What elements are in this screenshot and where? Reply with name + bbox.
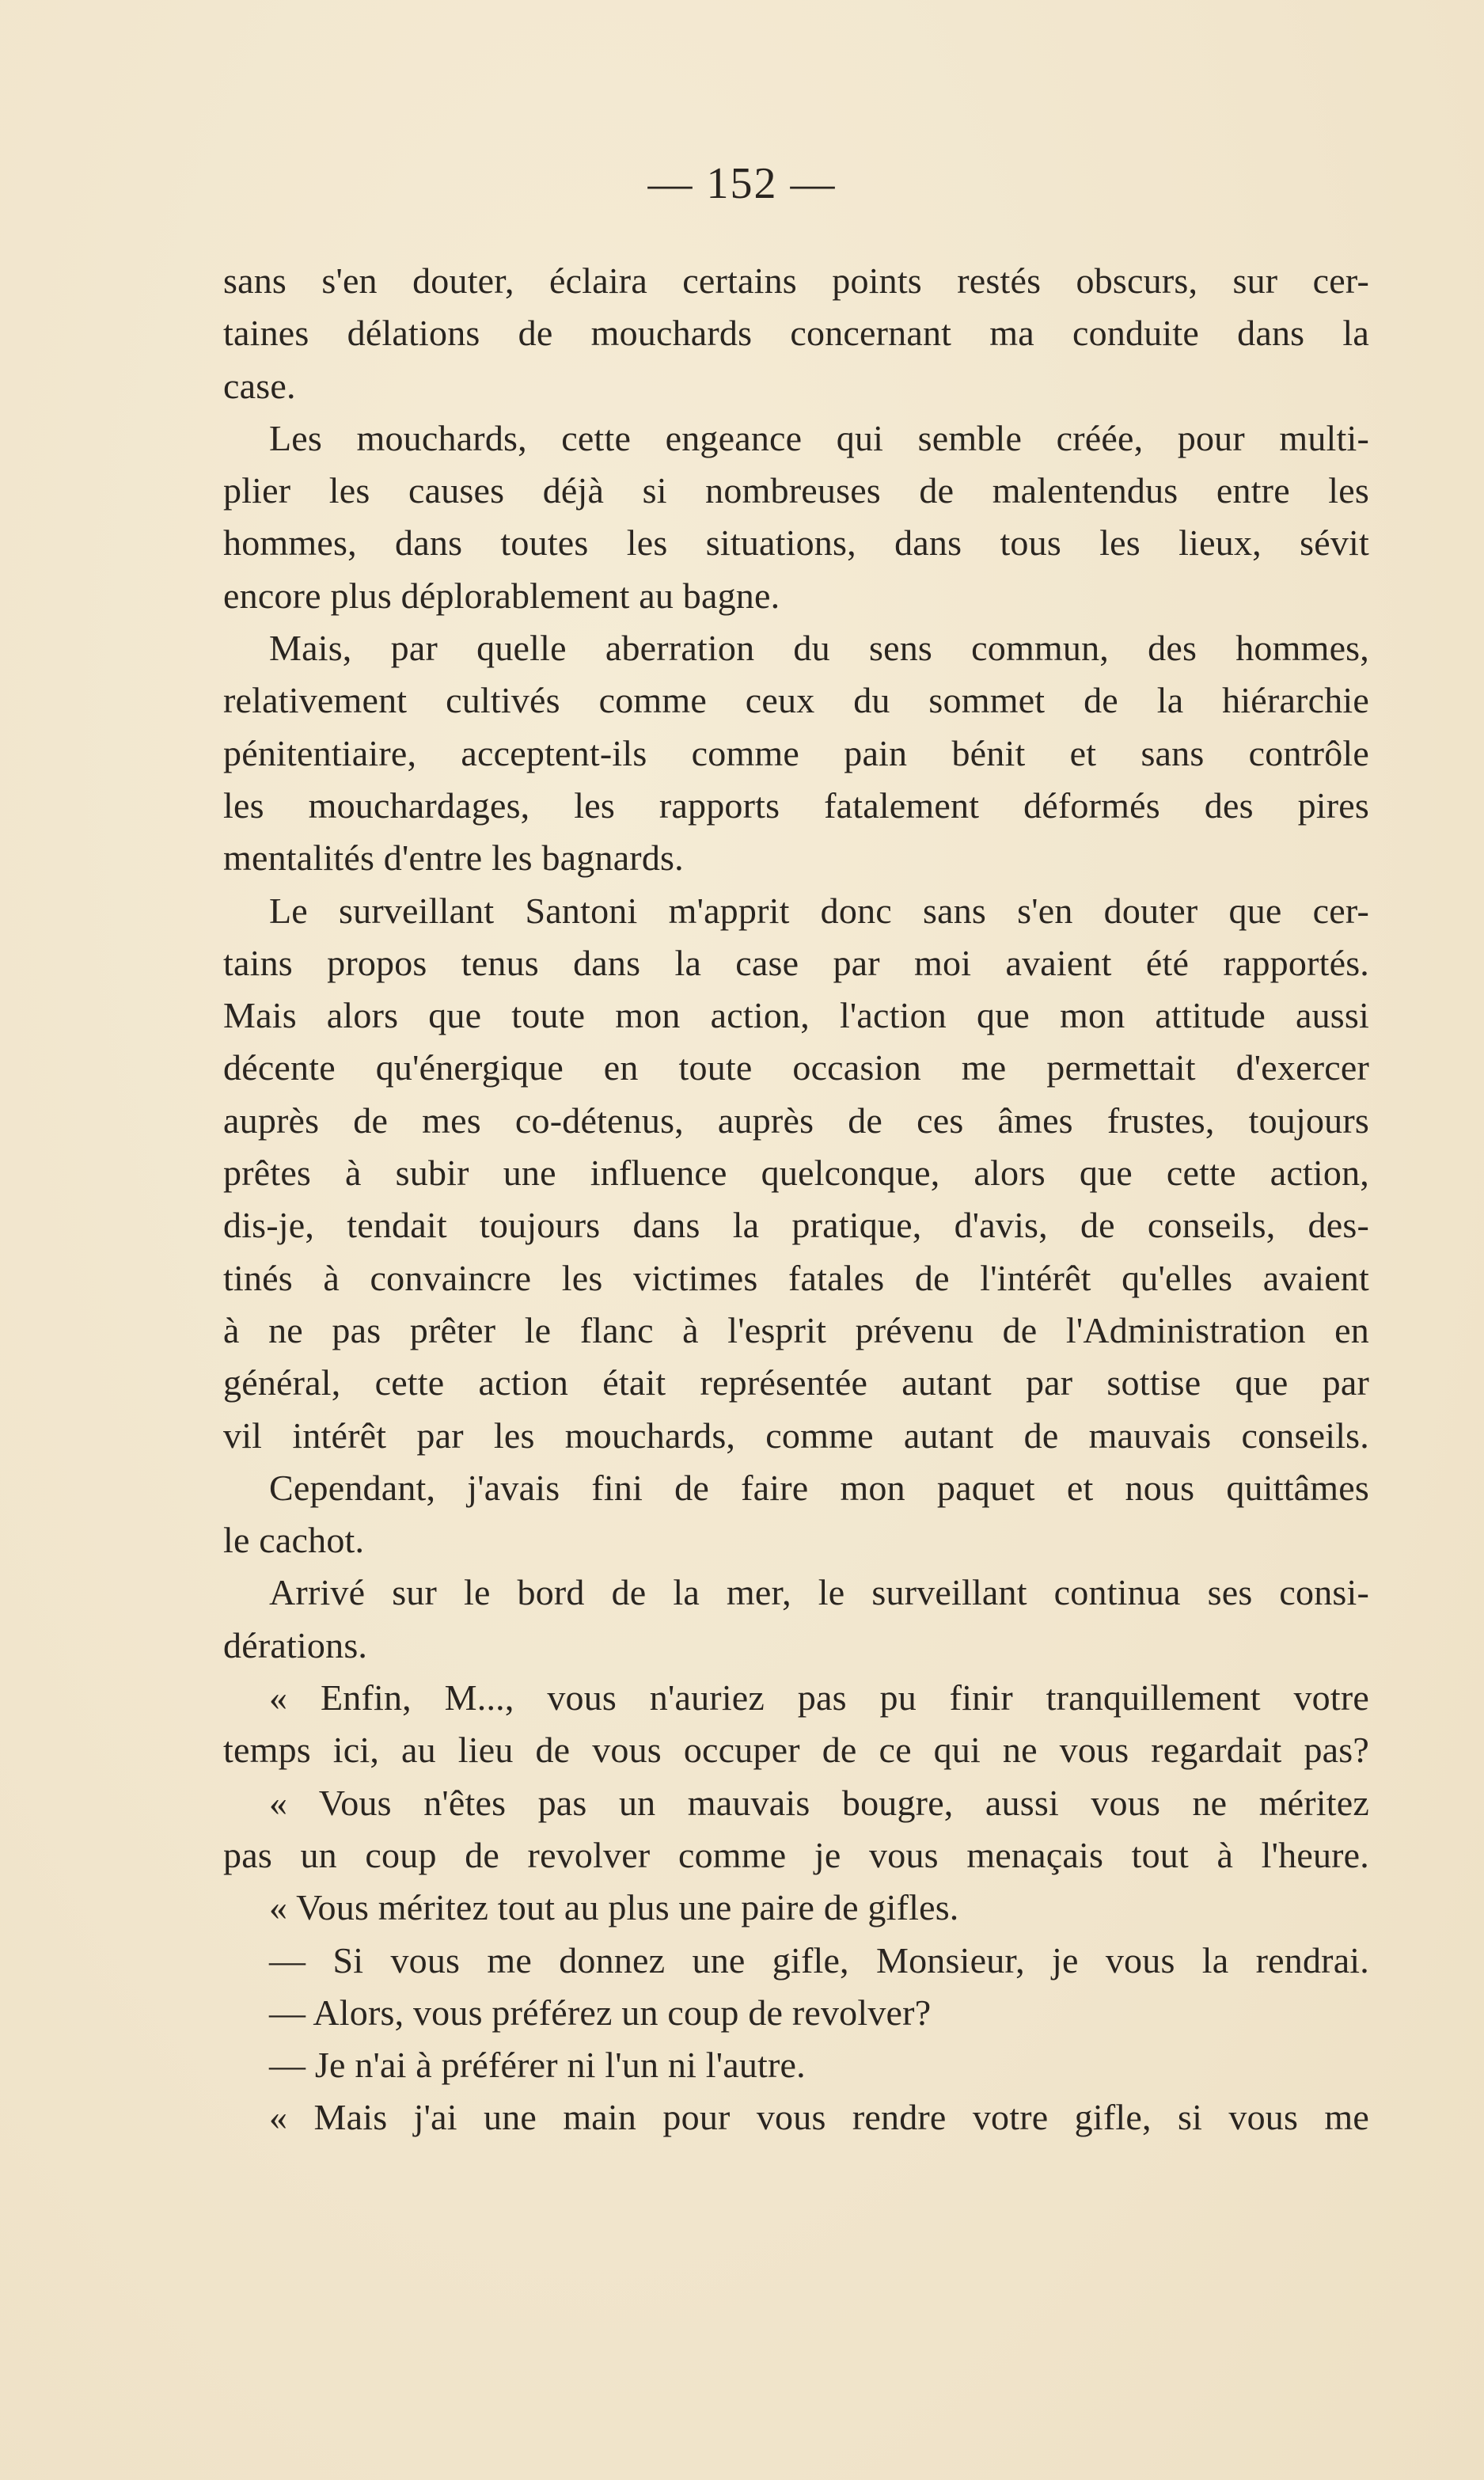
text-line: Arrivé sur le bord de la mer, le surveillant continua ses consi- (269, 1572, 1369, 1613)
text-line: encore plus déplorablement au bagne. (223, 575, 780, 616)
text-line: vil intérêt par les mouchards, comme autant de mauvais conseils. (223, 1415, 1369, 1456)
text-line: — Je n'ai à préférer ni l'un ni l'autre. (269, 2045, 806, 2086)
text-line: case. (223, 365, 296, 406)
text-line: pas un coup de revolver comme je vous menaçais tout à l'heure. (223, 1834, 1369, 1875)
text-line: Les mouchards, cette engeance qui semble créée, pour multi- (269, 417, 1369, 458)
text-line: plier les causes déjà si nombreuses de malentendus entre les (223, 470, 1369, 511)
text-line: le cachot. (223, 1520, 365, 1561)
text-line: taines délations de mouchards concernant ma conduite dans la (223, 313, 1369, 354)
body-text (223, 255, 1369, 2144)
text-line: Mais, par quelle aberration du sens commun, des hommes, (269, 628, 1369, 669)
text-line: dérations. (223, 1624, 368, 1665)
text-line: prêtes à subir une influence quelconque, alors que cette action, (223, 1153, 1369, 1194)
text-line: — Si vous me donnez une gifle, Monsieur, je vous la rendrai. (269, 1939, 1369, 1981)
text-line: hommes, dans toutes les situations, dans tous les lieux, sévit (223, 522, 1369, 564)
text-line: pénitentiaire, acceptent-ils comme pain bénit et sans contrôle (223, 732, 1369, 773)
text-line: Cependant, j'avais fini de faire mon paquet et nous quittâmes (269, 1467, 1369, 1508)
text-line: dis-je, tendait toujours dans la pratique, d'avis, de conseils, des- (223, 1205, 1369, 1246)
text-line: Le surveillant Santoni m'apprit donc sans s'en douter que cer- (269, 890, 1369, 931)
text-line: — Alors, vous préférez un coup de revolver? (269, 1992, 932, 2033)
text-line: général, cette action était représentée autant par sottise que par (223, 1362, 1369, 1403)
text-line: décente qu'énergique en toute occasion me permettait d'exercer (223, 1047, 1369, 1088)
text-line: auprès de mes co-détenus, auprès de ces âmes frustes, toujours (223, 1099, 1369, 1141)
text-line: tains propos tenus dans la case par moi avaient été rapportés. (223, 942, 1369, 983)
text-line: Mais alors que toute mon action, l'action que mon attitude aussi (223, 995, 1369, 1036)
text-line: « Mais j'ai une main pour vous rendre votre gifle, si vous me (269, 2097, 1369, 2138)
text-line: relativement cultivés comme ceux du sommet de la hiérarchie (223, 680, 1369, 721)
text-line: « Enfin, M..., vous n'auriez pas pu finir tranquillement votre (269, 1677, 1369, 1719)
text-line: tinés à convaincre les victimes fatales de l'intérêt qu'elles avaient (223, 1257, 1369, 1298)
page-number: — 152 — (647, 159, 837, 208)
text-line: les mouchardages, les rapports fatalement déformés des pires (223, 784, 1369, 826)
text-line: temps ici, au lieu de vous occuper de ce qui ne vous regardait pas? (223, 1730, 1369, 1771)
text-line: à ne pas prêter le flanc à l'esprit prévenu de l'Administration en (223, 1309, 1369, 1350)
text-line: sans s'en douter, éclaira certains points restés obscurs, sur cer- (223, 260, 1369, 301)
text-line: « Vous méritez tout au plus une paire de gifles. (269, 1887, 959, 1928)
text-line: mentalités d'entre les bagnards. (223, 837, 684, 879)
text-line: « Vous n'êtes pas un mauvais bougre, aussi vous ne méritez (269, 1782, 1369, 1823)
